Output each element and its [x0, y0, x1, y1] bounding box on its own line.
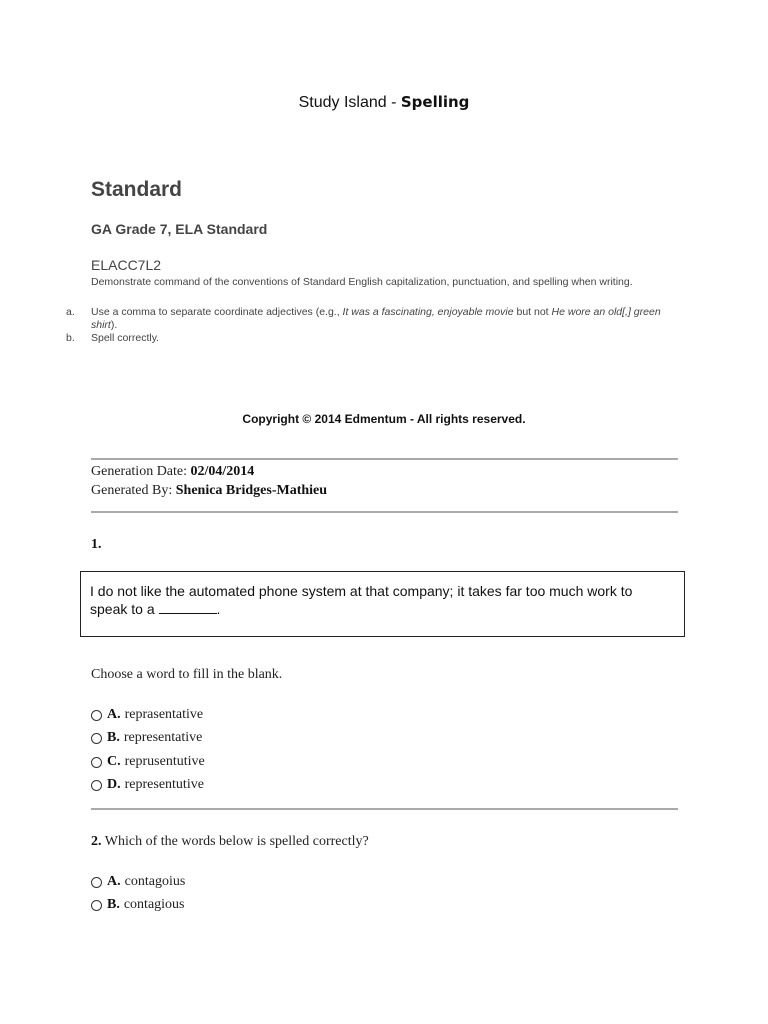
divider [91, 511, 678, 513]
generated-by [91, 483, 327, 499]
option-letter: A. [107, 707, 121, 722]
generated-by-label: Generated By: [91, 483, 176, 498]
question-1-number: 1. [91, 537, 102, 552]
radio-button-icon[interactable] [91, 900, 102, 911]
radio-button-icon[interactable] [91, 733, 102, 744]
passage-end: . [216, 601, 221, 617]
generated-by-value: Shenica Bridges-Mathieu [175, 483, 328, 498]
divider [91, 458, 678, 460]
item-marker: b. [66, 332, 75, 344]
item-text-before: Use a comma to separate coordinate adjectives (e.g., [91, 306, 343, 318]
standard-heading: Standard [91, 178, 183, 201]
item-text [91, 306, 686, 332]
option-text: reprasentative [124, 707, 204, 722]
passage-text: speak to a [90, 601, 159, 617]
passage-line-2 [90, 600, 684, 618]
option-text: contagious [123, 897, 185, 912]
title-subject: Spelling [400, 93, 470, 111]
question-2 [91, 834, 369, 850]
divider [91, 808, 678, 810]
item-text-middle: but not [513, 306, 552, 318]
question-1-passage-box [80, 571, 685, 637]
option-letter: C. [107, 754, 121, 769]
question-1-option-b[interactable] [91, 730, 202, 746]
radio-button-icon[interactable] [91, 757, 102, 768]
generation-date-value: 02/04/2014 [190, 464, 255, 479]
radio-button-icon[interactable] [91, 780, 102, 791]
radio-button-icon[interactable] [91, 710, 102, 721]
standard-code: ELACC7L2 [91, 257, 162, 273]
generation-date-label: Generation Date: [91, 464, 191, 479]
option-letter: D. [107, 777, 121, 792]
standard-item-list [66, 306, 686, 345]
title-prefix: Study Island - [298, 94, 401, 111]
question-2-prompt: Which of the words below is spelled correctly? [104, 834, 369, 849]
standard-item [66, 306, 686, 332]
item-marker: a. [66, 306, 75, 318]
standard-description: Demonstrate command of the conventions of Standard English capitalization, punctuation, and spelling when writing. [91, 276, 633, 288]
question-2-option-a[interactable] [91, 874, 185, 890]
item-text-after: ). [110, 319, 118, 331]
question-2-option-b[interactable] [91, 897, 185, 913]
passage-line-1: I do not like the automated phone system at that company; it takes far too much work to [90, 583, 633, 599]
fill-in-blank [159, 601, 217, 614]
question-2-number: 2. [91, 834, 102, 849]
copyright-notice: Copyright © 2014 Edmentum - All rights reserved. [242, 412, 526, 426]
standard-subheading: GA Grade 7, ELA Standard [91, 221, 268, 237]
question-1-option-a[interactable] [91, 707, 203, 723]
option-text: representutive [124, 777, 204, 792]
option-text: reprusentutive [124, 754, 205, 769]
question-1-option-d[interactable] [91, 777, 204, 793]
item-example-2: He wore an old[,] green shirt [91, 306, 661, 331]
option-letter: B. [107, 897, 120, 912]
standard-item [66, 332, 686, 345]
page-title [0, 93, 768, 112]
option-text: contagoius [124, 874, 186, 889]
question-1-option-c[interactable] [91, 754, 205, 770]
option-letter: A. [107, 874, 121, 889]
option-text: representative [123, 730, 203, 745]
generation-date [91, 464, 254, 480]
question-1-prompt: Choose a word to fill in the blank. [91, 667, 283, 682]
option-letter: B. [107, 730, 120, 745]
radio-button-icon[interactable] [91, 877, 102, 888]
item-example-1: It was a fascinating, enjoyable movie [342, 306, 514, 318]
item-text: Spell correctly. [91, 332, 160, 344]
